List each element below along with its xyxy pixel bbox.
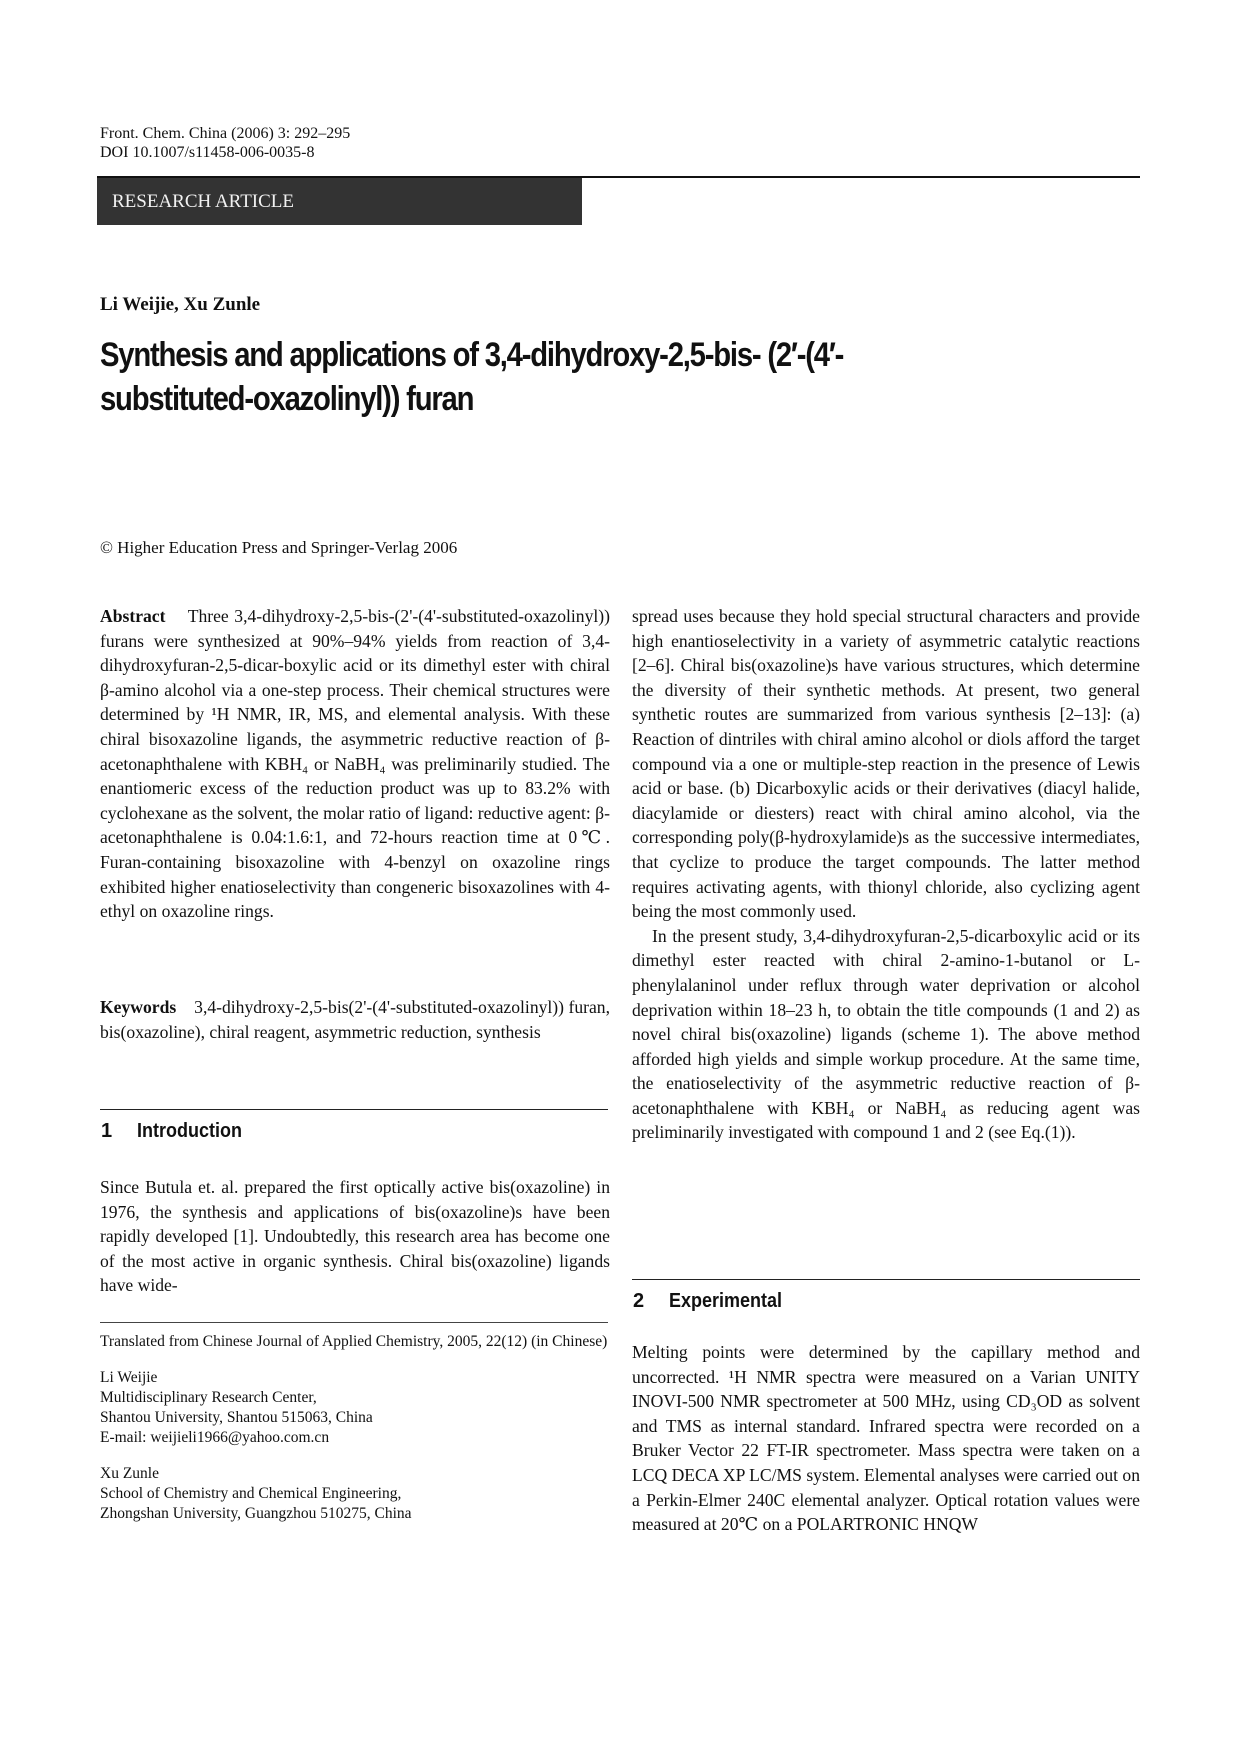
- author1-name: Li Weijie: [100, 1369, 158, 1386]
- doi: DOI 10.1007/s11458-006-0035-8: [100, 144, 315, 161]
- journal-header: [100, 124, 350, 162]
- article-title: Synthesis and applications of 3,4-dihydroxy-2,5-bis- (2′-(4′-substituted-oxazolinyl)) furan: [100, 336, 844, 418]
- footnote-rule: [100, 1322, 608, 1323]
- introduction-text: [100, 1175, 610, 1298]
- paragraph: In the present study, 3,4-dihydroxyfuran-2,5-dicarboxylic acid or its dimethyl ester reacted with chiral 2-amino-1-butanol or L-phenylalaninol under reflux through water deprivation or alcohol deprivation within 18–23 h, to obtain the title compounds (1 and 2) as novel chiral bis(oxazoline) ligands (scheme 1). The above method afforded high yields and simple workup procedure. At the same time, the enatioselectivity of the asymmetric reductive reaction of β-acetonaphthalene with KBH₄ or NaBH₄ as reducing agent was preliminarily investigated with compound 1 and 2 (see Eq.(1)).: [632, 925, 1140, 1143]
- authors: Li Weijie, Xu Zunle: [100, 294, 261, 315]
- author2-affiliation: School of Chemistry and Chemical Engineering,: [100, 1485, 402, 1502]
- section-title: Introduction: [137, 1120, 242, 1142]
- author1-address: Shantou University, Shantou 515063, China: [100, 1409, 373, 1426]
- section-heading-experimental: [632, 1279, 1140, 1325]
- author1-email: E-mail: weijieli1966@yahoo.com.cn: [100, 1429, 330, 1446]
- paragraph: Melting points were determined by the capillary method and uncorrected. ¹H NMR spectra were measured on a Varian UNITY INOVI-500 NMR spectrometer at 500 MHz, using CD₃OD as solvent and TMS as internal standard. Infrared spectra were recorded on a Bruker Vector 22 FT-IR spectrometer. Mass spectra were taken on a LCQ DECA XP LC/MS system. Elemental analyses were carried out on a Perkin-Elmer 240C elemental analyzer. Optical rotation values were measured at 20℃ on a POLARTRONIC HNQW: [632, 1342, 1141, 1535]
- article-type-banner: RESEARCH ARTICLE: [97, 178, 582, 225]
- translation-note: Translated from Chinese Journal of Applied Chemistry, 2005, 22(12) (in Chinese): [100, 1333, 608, 1350]
- right-column-text: [632, 604, 1140, 1145]
- author1-affiliation: Multidisciplinary Research Center,: [100, 1389, 317, 1406]
- copyright: © Higher Education Press and Springer-Verlag 2006: [100, 538, 458, 557]
- section-number: 1: [101, 1120, 113, 1142]
- section-number: 2: [633, 1290, 645, 1312]
- abstract-text: Three 3,4-dihydroxy-2,5-bis-(2'-(4'-substituted-oxazolinyl)) furans were synthesized at 90%–94% yields from reaction of 3,4-dihydroxyfuran-2,5-dicar-boxylic acid or its dimethyl ester with chiral β-amino alcohol via a one-step process. Their chemical structures were determined by ¹H NMR, IR, MS, and elemental analysis. With these chiral bisoxazoline ligands, the asymmetric reductive reaction of β-acetonaphthalene with KBH₄ or NaBH₄ was preliminarily studied. The enantiomeric excess of the reduction product was up to 83.2% with cyclohexane as the solvent, the molar ratio of ligand: reductive agent: β-acetonaphthalene is 0.04:1.6:1, and 72-hours reaction time at 0℃. Furan-containing bisoxazoline with 4-benzyl on oxazoline rings exhibited higher enatioselectivity than congeneric bisoxazolines with 4-ethyl on oxazoline rings.: [100, 606, 611, 922]
- abstract-label: Abstract: [100, 606, 166, 626]
- keywords-label: Keywords: [100, 997, 177, 1017]
- footnote: [100, 1332, 610, 1524]
- section-heading-introduction: [100, 1109, 608, 1155]
- section-title: Experimental: [669, 1290, 783, 1312]
- keywords: [100, 995, 610, 1044]
- paragraph: spread uses because they hold special structural characters and provide high enantioselectivity in a variety of asymmetric catalytic reactions [2–6]. Chiral bis(oxazoline)s have various structures, which determine the diversity of their synthetic methods. At present, two general synthetic routes are summarized from various synthesis [2–13]: (a) Reaction of dintriles with chiral amino alcohol or diols afford the target compound via a one or multiple-step reaction in the presence of Lewis acid or base. (b) Dicarboxylic acids or their derivatives (diacyl halide, diacylamide or diesters) react with chiral amino alcohol, via the corresponding poly(β-hydroxylamide)s as the successive intermediates, that cyclize to produce the target compounds. The latter method requires activating agents, with thionyl chloride, also cyclizing agent being the most commonly used.: [632, 606, 1140, 922]
- author2-name: Xu Zunle: [100, 1465, 159, 1482]
- paragraph: Since Butula et. al. prepared the first optically active bis(oxazoline) in 1976, the synthesis and applications of bis(oxazoline)s have been rapidly developed [1]. Undoubtedly, this research area has become one of the most active in organic synthesis. Chiral bis(oxazoline) ligands have wide-: [100, 1177, 610, 1296]
- abstract: [100, 604, 610, 924]
- experimental-text: [632, 1340, 1140, 1537]
- keywords-text: 3,4-dihydroxy-2,5-bis(2'-(4'-substituted-oxazolinyl)) furan, bis(oxazoline), chiral reagent, asymmetric reduction, synthesis: [100, 997, 611, 1042]
- author2-address: Zhongshan University, Guangzhou 510275, China: [100, 1505, 412, 1522]
- journal-citation: Front. Chem. China (2006) 3: 292–295: [100, 125, 351, 142]
